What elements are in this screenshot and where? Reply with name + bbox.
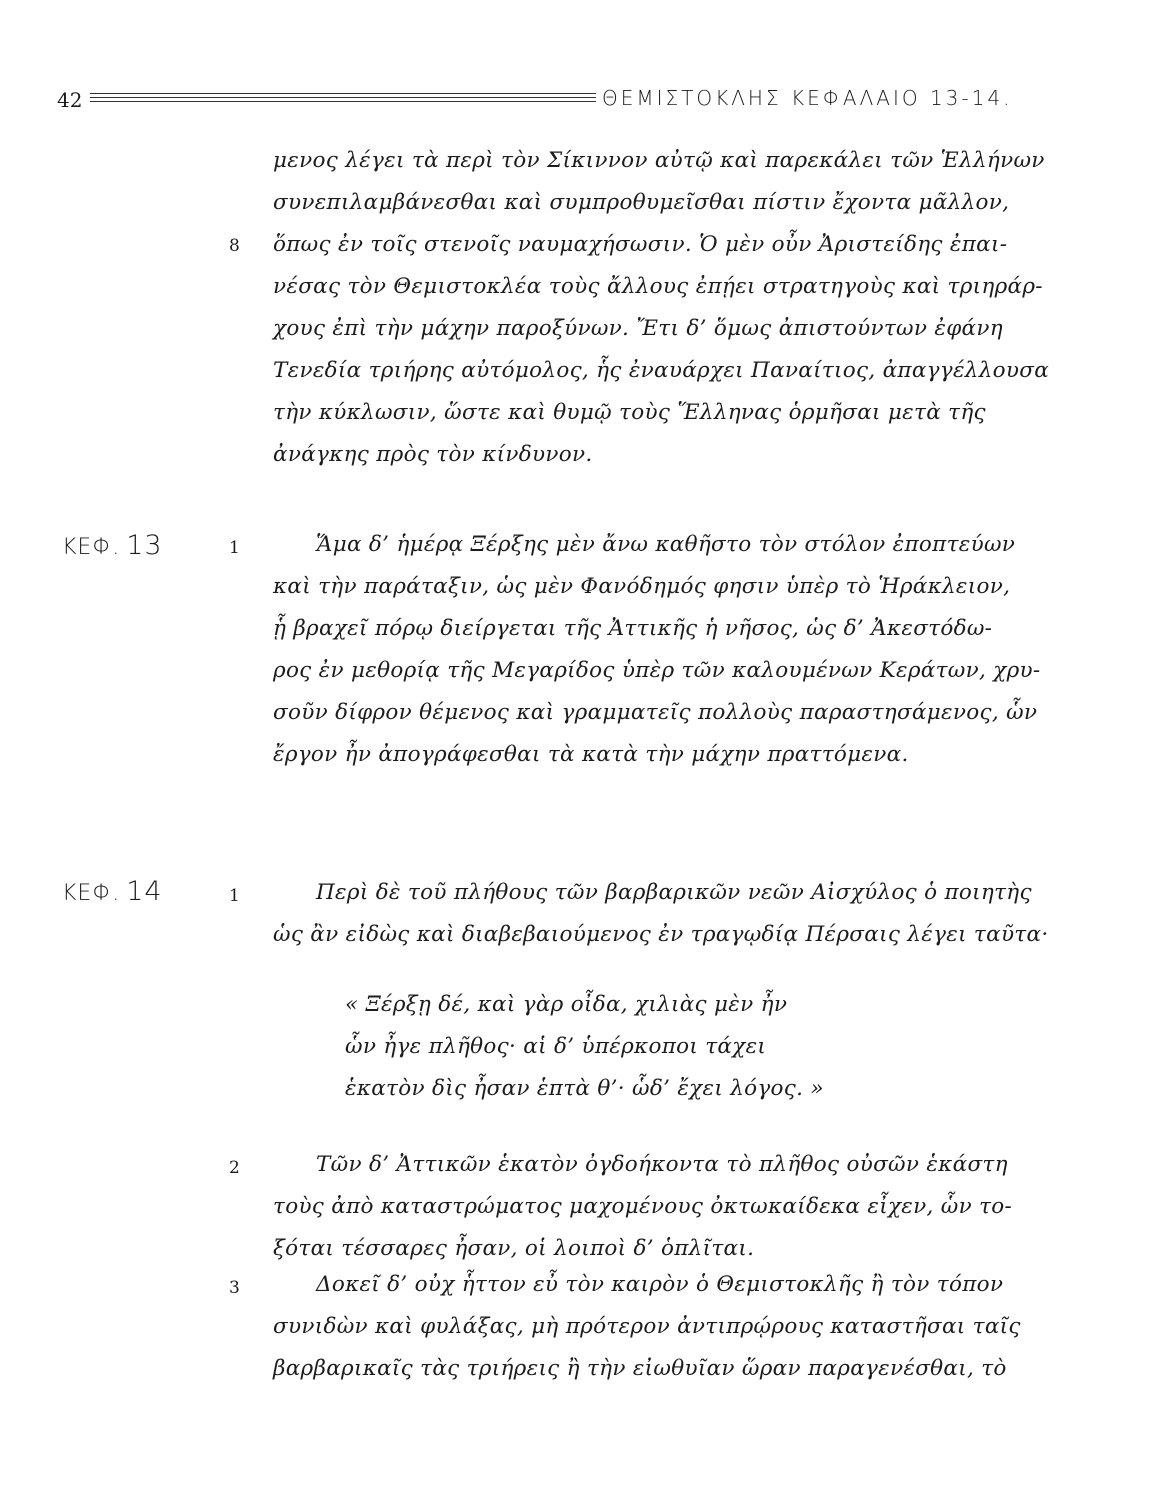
header-rule [90,97,596,98]
text-line: ὡς ἂν εἰδὼς καὶ διαβεβαιούμενος ἐν τραγῳδίᾳ Πέρσαις λέγει ταῦτα· [273,922,1049,947]
chapter-label: ΚΕΦ. [62,535,121,560]
text-line: σοῦν δίφρον θέμενος καὶ γραμματεῖς πολλοὺς παραστησάμενος, ὧν [273,700,1038,725]
text-line: καὶ τὴν παράταξιν, ὡς μὲν Φανόδημός φησιν ὑπὲρ τὸ Ἡράκλειον, [273,574,1011,599]
text-line: ὅπως ἐν τοῖς στενοῖς ναυμαχήσωσιν. Ὁ μὲν οὖν Ἀριστείδης ἐπαι- [273,232,1008,257]
text-line: ρος ἐν μεθορίᾳ τῆς Μεγαρίδος ὑπὲρ τῶν καλουμένων Κεράτων, χρυ- [273,658,1041,683]
text-line: Ἅμα δ’ ἡμέρᾳ Ξέρξης μὲν ἄνω καθῆστο τὸν στόλον ἐποπτεύων [316,532,1016,557]
text-line: μενος λέγει τὰ περὶ τὸν Σίκιννον αὐτῷ καὶ παρεκάλει τῶν Ἑλλήνων [273,148,1045,173]
text-line: ἀνάγκης πρὸς τὸν κίνδυνον. [273,442,593,467]
section-number: 2 [229,1158,240,1178]
chapter-heading [62,876,163,907]
section-number: 3 [229,1278,240,1298]
text-line: Δοκεῖ δ’ οὐχ ἧττον εὖ τὸν καιρὸν ὁ Θεμιστοκλῆς ἢ τὸν τόπον [316,1272,1004,1297]
section-number: 8 [229,236,240,256]
header-rule [90,101,596,102]
verse-line: ἑκατὸν δὶς ἦσαν ἑπτὰ θ’· ὧδ’ ἔχει λόγος. » [345,1076,824,1101]
header-rule [90,93,596,94]
text-line: τοὺς ἀπὸ καταστρώματος μαχομένους ὀκτωκαίδεκα εἶχεν, ὧν το- [273,1194,1013,1219]
page-number: 42 [57,88,83,112]
text-line: ᾗ βραχεῖ πόρῳ διείργεται τῆς Ἀττικῆς ἡ νῆσος, ὡς δ’ Ἀκεστόδω- [273,616,993,641]
section-number: 1 [229,538,240,558]
text-line: Περὶ δὲ τοῦ πλήθους τῶν βαρβαρικῶν νεῶν Αἰσχύλος ὁ ποιητὴς [316,880,1032,905]
verse-line: ὧν ἦγε πλῆθος· αἱ δ’ ὑπέρκοποι τάχει [345,1034,767,1059]
text-line: ξόται τέσσαρες ἦσαν, οἱ λοιποὶ δ’ ὁπλῖται. [273,1236,755,1261]
text-line: συνιδὼν καὶ φυλάξας, μὴ πρότερον ἀντιπρῴρους καταστῆσαι ταῖς [273,1314,1021,1339]
text-line: βαρβαρικαῖς τὰς τριήρεις ἢ τὴν εἰωθυῖαν ὥραν παραγενέσθαι, τὸ [273,1356,1007,1381]
page-header [57,84,1087,116]
chapter-number: 13 [126,530,163,561]
verse-line: « Ξέρξῃ δέ, καὶ γὰρ οἶδα, χιλιὰς μὲν ἦν [345,992,788,1017]
text-line: Τενεδία τριήρης αὐτόμολος, ἧς ἐναυάρχει Παναίτιος, ἀπαγγέλλουσα [273,358,1050,383]
running-title: ΘΕΜΙΣΤΟΚΛΗΣ ΚΕΦΑΛΑΙΟ 13-14. [602,86,1013,110]
chapter-number: 14 [126,876,163,907]
text-line: τὴν κύκλωσιν, ὥστε καὶ θυμῷ τοὺς Ἕλληνας ὁρμῆσαι μετὰ τῆς [273,400,986,425]
chapter-heading [62,530,163,561]
text-line: ἔργον ἦν ἀπογράφεσθαι τὰ κατὰ τὴν μάχην πραττόμενα. [273,742,909,767]
chapter-label: ΚΕΦ. [62,881,121,906]
text-line: χους ἐπὶ τὴν μάχην παροξύνων. Ἔτι δ’ ὅμως ἀπιστούντων ἐφάνη [273,316,1003,341]
section-number: 1 [229,886,240,906]
text-line: συνεπιλαμβάνεσθαι καὶ συμπροθυμεῖσθαι πίστιν ἔχοντα μᾶλλον, [273,190,1010,215]
text-line: Τῶν δ’ Ἀττικῶν ἑκατὸν ὀγδοήκοντα τὸ πλῆθος οὐσῶν ἑκάστη [316,1152,1008,1177]
text-line: νέσας τὸν Θεμιστοκλέα τοὺς ἄλλους ἐπῄει στρατηγοὺς καὶ τριηράρ- [273,274,1043,299]
